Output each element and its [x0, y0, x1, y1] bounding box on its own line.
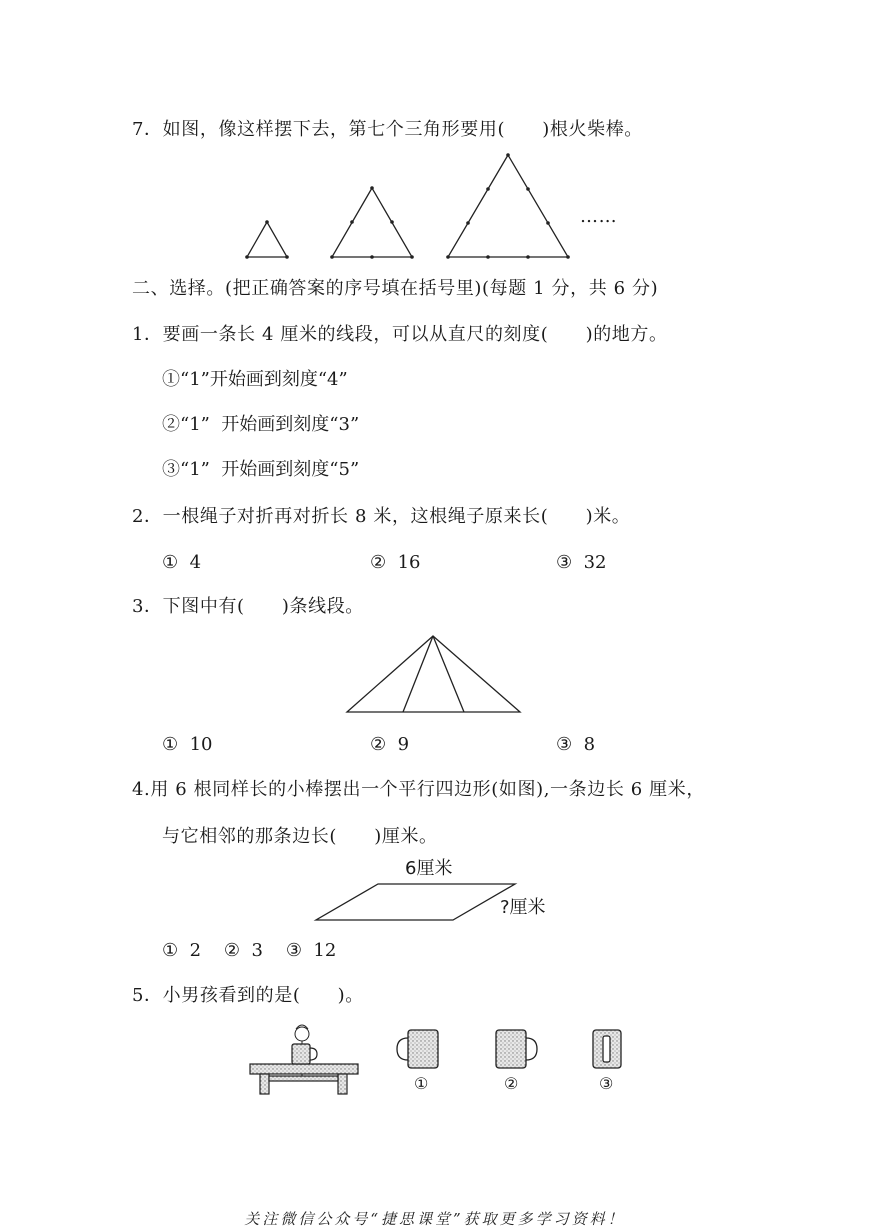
question-1-option-3: ③“1” 开始画到刻度“5” — [162, 459, 360, 480]
section-2-header: 二、选择。(把正确答案的序号填在括号里)(每题 1 分，共 6 分) — [132, 278, 659, 299]
cup-label-3: ③ — [599, 1074, 614, 1093]
question-3-text: 3．下图中有( )条线段。 — [132, 596, 364, 617]
question-2-option-1: ① 4 — [162, 552, 202, 573]
question-4-options: ① 2 ② 3 ③ 12 — [162, 940, 337, 961]
question-4-text-line-2: 与它相邻的那条边长( )厘米。 — [162, 826, 438, 847]
cup-label-2: ② — [504, 1074, 519, 1093]
ellipsis: …… — [580, 206, 618, 227]
question-5-text: 5．小男孩看到的是( )。 — [132, 985, 364, 1006]
question-2-option-3: ③ 32 — [556, 552, 607, 573]
cup-label-1: ① — [414, 1074, 429, 1093]
cup-option-1 — [397, 1030, 438, 1068]
cup-option-2 — [496, 1030, 537, 1068]
question-3-option-2: ② 9 — [370, 734, 410, 755]
cup-option-3 — [593, 1030, 621, 1068]
question-3-option-1: ① 10 — [162, 734, 213, 755]
question-1-text: 1．要画一条长 4 厘米的线段，可以从直尺的刻度( )的地方。 — [132, 324, 668, 345]
question-1-option-1: ①“1”开始画到刻度“4” — [162, 369, 348, 390]
question-1-option-2: ②“1” 开始画到刻度“3” — [162, 414, 360, 435]
parallelogram-side-label: ?厘米 — [500, 897, 546, 918]
question-3-option-3: ③ 8 — [556, 734, 596, 755]
question-2-text: 2．一根绳子对折再对折长 8 米，这根绳子原来长( )米。 — [132, 506, 631, 527]
footer-note: 关注微信公众号“捷思课堂”获取更多学习资料！ — [244, 1210, 626, 1228]
question-2-option-2: ② 16 — [370, 552, 421, 573]
parallelogram-top-label: 6厘米 — [405, 858, 453, 879]
question-4-text-line-1: 4.用 6 根同样长的小棒摆出一个平行四边形(如图),一条边长 6 厘米， — [132, 779, 705, 800]
question-7-text: 7．如图，像这样摆下去，第七个三角形要用( )根火柴棒。 — [132, 119, 643, 140]
